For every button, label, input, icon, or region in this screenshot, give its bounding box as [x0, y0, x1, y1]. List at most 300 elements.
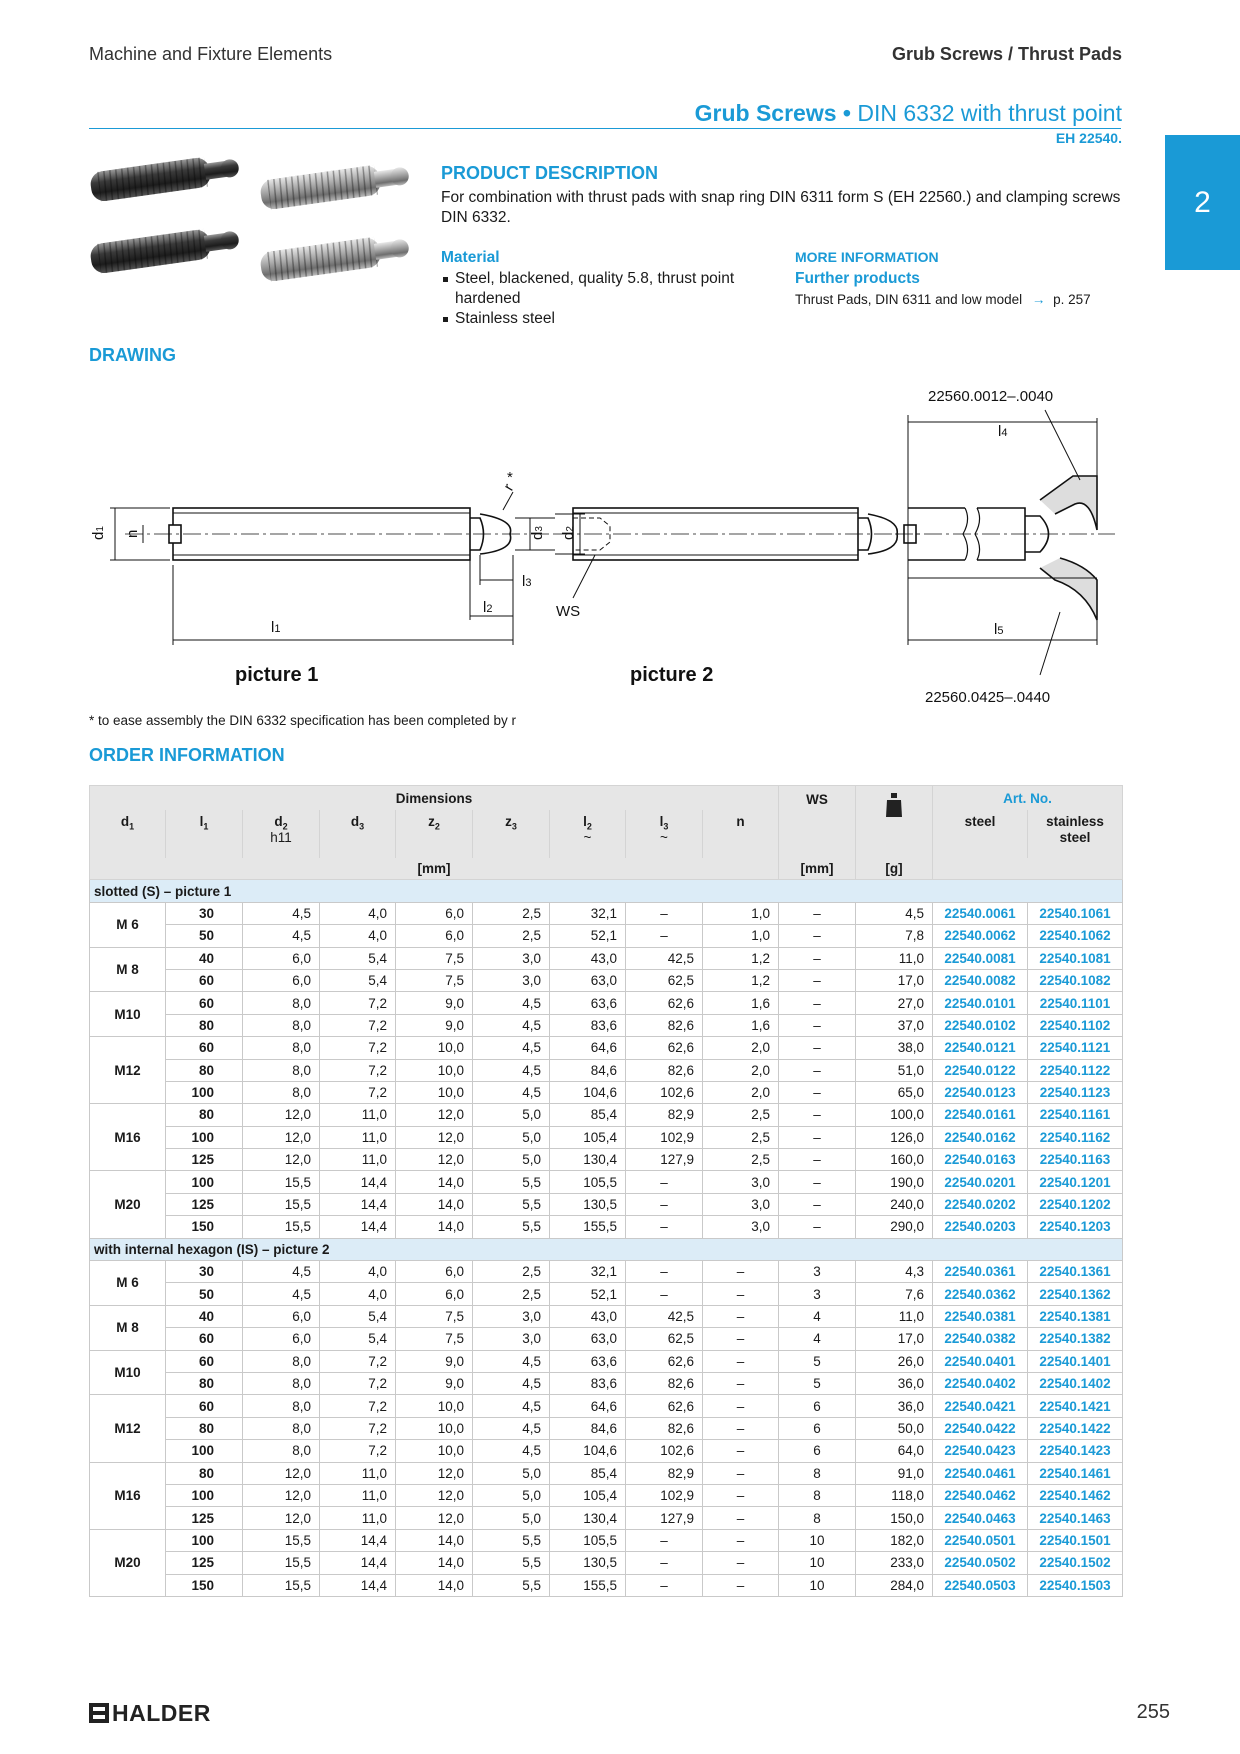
value-cell: 7,2 [320, 1081, 396, 1103]
value-cell: 2,5 [703, 1126, 779, 1148]
value-cell: 8,0 [243, 1440, 320, 1462]
value-cell: – [703, 1462, 779, 1484]
value-cell: 14,4 [320, 1529, 396, 1551]
value-cell: – [779, 1193, 856, 1215]
l1-cell: 80 [166, 1014, 243, 1036]
art-no-stainless[interactable]: 22540.1202 [1028, 1193, 1123, 1215]
value-cell: 6,0 [396, 925, 473, 947]
stainless-header: stainless steel [1028, 810, 1123, 858]
value-cell: – [626, 1552, 703, 1574]
value-cell: 2,5 [473, 902, 550, 924]
l1-cell: 80 [166, 1059, 243, 1081]
value-cell: 7,2 [320, 1440, 396, 1462]
value-cell: 7,2 [320, 1037, 396, 1059]
table-row [90, 1440, 1123, 1462]
value-cell: 8 [779, 1507, 856, 1529]
value-cell: 7,2 [320, 992, 396, 1014]
value-cell: – [703, 1574, 779, 1596]
value-cell: 10,0 [396, 1037, 473, 1059]
l1-cell: 100 [166, 1081, 243, 1103]
value-cell: 1,2 [703, 947, 779, 969]
art-no-stainless[interactable]: 22540.1361 [1028, 1261, 1123, 1283]
table-row [90, 902, 1123, 924]
value-cell: 5,0 [473, 1126, 550, 1148]
value-cell: 6,0 [396, 1283, 473, 1305]
art-no-steel[interactable]: 22540.0061 [933, 902, 1028, 924]
l1-cell: 80 [166, 1417, 243, 1439]
value-cell: 4,0 [320, 1283, 396, 1305]
table-row [90, 1081, 1123, 1103]
art-no-stainless[interactable]: 22540.1122 [1028, 1059, 1123, 1081]
value-cell: – [626, 1193, 703, 1215]
l1-cell: 150 [166, 1216, 243, 1238]
value-cell: 12,0 [243, 1149, 320, 1171]
value-cell: 82,6 [626, 1059, 703, 1081]
l1-cell: 60 [166, 1328, 243, 1350]
value-cell: 8,0 [243, 1417, 320, 1439]
value-cell: 12,0 [243, 1507, 320, 1529]
table-row [90, 1507, 1123, 1529]
dim-d2-label: d2 [560, 526, 577, 540]
dim-star-label: * [507, 469, 513, 486]
size-cell: M10 [90, 992, 166, 1037]
art-no-stainless[interactable]: 22540.1082 [1028, 969, 1123, 991]
size-cell: M16 [90, 1462, 166, 1529]
value-cell: 62,5 [626, 1328, 703, 1350]
value-cell: – [703, 1552, 779, 1574]
title-bold: Grub Screws • [694, 100, 851, 126]
value-cell: 5,4 [320, 969, 396, 991]
value-cell: 6,0 [396, 1261, 473, 1283]
drawing-footnote: * to ease assembly the DIN 6332 specification has been completed by r [89, 713, 516, 728]
value-cell: – [703, 1372, 779, 1394]
value-cell: 155,5 [550, 1574, 626, 1596]
art-no-steel[interactable]: 22540.0203 [933, 1216, 1028, 1238]
value-cell: 1,6 [703, 992, 779, 1014]
value-cell: – [626, 1261, 703, 1283]
column-header-main: z [505, 814, 512, 829]
table-row [90, 1126, 1123, 1148]
art-no-stainless[interactable]: 22540.1402 [1028, 1372, 1123, 1394]
art-no-steel[interactable]: 22540.0423 [933, 1440, 1028, 1462]
halder-logo [89, 1700, 211, 1727]
art-no-steel[interactable]: 22540.0421 [933, 1395, 1028, 1417]
value-cell: 130,4 [550, 1507, 626, 1529]
further-products-heading: Further products [795, 270, 920, 287]
art-no-stainless[interactable]: 22540.1401 [1028, 1350, 1123, 1372]
table-row [90, 1037, 1123, 1059]
steel-header: steel [933, 810, 1028, 858]
value-cell: 52,1 [550, 925, 626, 947]
value-cell: 7,2 [320, 1372, 396, 1394]
art-no-steel[interactable]: 22540.0161 [933, 1104, 1028, 1126]
value-cell: 63,0 [550, 1328, 626, 1350]
art-no-stainless[interactable]: 22540.1422 [1028, 1417, 1123, 1439]
value-cell: 102,9 [626, 1484, 703, 1506]
column-header-sub: 2 [586, 821, 592, 832]
art-no-steel[interactable]: 22540.0062 [933, 925, 1028, 947]
art-no-stainless[interactable]: 22540.1461 [1028, 1462, 1123, 1484]
value-cell: 4,5 [243, 925, 320, 947]
table-row [90, 1462, 1123, 1484]
art-no-stainless[interactable]: 22540.1101 [1028, 992, 1123, 1014]
column-header-main: d [350, 814, 360, 829]
table-row [90, 1328, 1123, 1350]
table-row [90, 1216, 1123, 1238]
value-cell: 5,5 [473, 1529, 550, 1551]
page-title [695, 100, 1122, 127]
art-no-stainless[interactable]: 22540.1081 [1028, 947, 1123, 969]
art-no-stainless[interactable]: 22540.1421 [1028, 1395, 1123, 1417]
dimensions-header: Dimensions [90, 786, 779, 811]
table-row [90, 1193, 1123, 1215]
value-cell: 82,6 [626, 1372, 703, 1394]
value-cell: 127,9 [626, 1507, 703, 1529]
value-cell: – [779, 1014, 856, 1036]
picture-1-caption: picture 1 [235, 664, 319, 686]
value-cell: 83,6 [550, 1372, 626, 1394]
art-no-stainless[interactable]: 22540.1102 [1028, 1014, 1123, 1036]
value-cell: 12,0 [396, 1126, 473, 1148]
value-cell: 12,0 [396, 1149, 473, 1171]
column-header [473, 810, 550, 858]
art-no-steel[interactable]: 22540.0122 [933, 1059, 1028, 1081]
value-cell: 62,6 [626, 1350, 703, 1372]
value-cell: 3,0 [703, 1193, 779, 1215]
column-header-sub: 3 [359, 821, 365, 832]
table-row [90, 1059, 1123, 1081]
value-cell: 105,4 [550, 1126, 626, 1148]
column-header-main: l [583, 814, 587, 829]
value-cell: 42,5 [626, 947, 703, 969]
value-cell: 12,0 [243, 1126, 320, 1148]
size-cell: M 8 [90, 1305, 166, 1350]
dim-d3-label: d3 [529, 526, 546, 540]
art-no-stainless[interactable]: 22540.1161 [1028, 1104, 1123, 1126]
art-no-stainless[interactable]: 22540.1121 [1028, 1037, 1123, 1059]
value-cell: 118,0 [856, 1484, 933, 1506]
value-cell: – [703, 1261, 779, 1283]
art-no-stainless[interactable]: 22540.1462 [1028, 1484, 1123, 1506]
value-cell: – [626, 1529, 703, 1551]
value-cell: – [703, 1529, 779, 1551]
value-cell: 3,0 [703, 1171, 779, 1193]
value-cell: – [626, 1216, 703, 1238]
art-no-steel[interactable]: 22540.0201 [933, 1171, 1028, 1193]
art-no-stainless[interactable]: 22540.1162 [1028, 1126, 1123, 1148]
l1-cell: 100 [166, 1440, 243, 1462]
title-rest: DIN 6332 with thrust point [850, 100, 1122, 126]
art-no-stainless[interactable]: 22540.1501 [1028, 1529, 1123, 1551]
value-cell: 6 [779, 1440, 856, 1462]
art-no-steel[interactable]: 22540.0202 [933, 1193, 1028, 1215]
value-cell: 8,0 [243, 1059, 320, 1081]
art-no-steel[interactable]: 22540.0082 [933, 969, 1028, 991]
value-cell: 12,0 [243, 1484, 320, 1506]
size-cell: M12 [90, 1037, 166, 1104]
column-header-sub: 2 [434, 821, 440, 832]
value-cell: 2,5 [473, 925, 550, 947]
table-row [90, 1417, 1123, 1439]
value-cell: 6,0 [243, 1305, 320, 1327]
value-cell: 14,4 [320, 1574, 396, 1596]
value-cell: 14,4 [320, 1171, 396, 1193]
size-cell: M12 [90, 1395, 166, 1462]
art-no-stainless[interactable]: 22540.1423 [1028, 1440, 1123, 1462]
table-row [90, 992, 1123, 1014]
value-cell: 190,0 [856, 1171, 933, 1193]
value-cell: 8,0 [243, 1037, 320, 1059]
table-row [90, 1372, 1123, 1394]
value-cell: 62,6 [626, 1037, 703, 1059]
column-header [243, 810, 320, 858]
value-cell: 1,6 [703, 1014, 779, 1036]
value-cell: 84,6 [550, 1417, 626, 1439]
value-cell: 3,0 [473, 969, 550, 991]
art-no-steel[interactable]: 22540.0461 [933, 1462, 1028, 1484]
value-cell: 9,0 [396, 1372, 473, 1394]
value-cell: 14,0 [396, 1552, 473, 1574]
value-cell: 12,0 [396, 1462, 473, 1484]
art-no-steel[interactable]: 22540.0163 [933, 1149, 1028, 1171]
value-cell: 14,4 [320, 1193, 396, 1215]
value-cell: – [703, 1350, 779, 1372]
table-row [90, 1305, 1123, 1327]
title-rule [89, 128, 1121, 129]
value-cell: 5,5 [473, 1574, 550, 1596]
table-row [90, 1395, 1123, 1417]
value-cell: – [779, 1081, 856, 1103]
art-no-steel[interactable]: 22540.0162 [933, 1126, 1028, 1148]
value-cell: 9,0 [396, 1014, 473, 1036]
value-cell: – [779, 992, 856, 1014]
further-products-link[interactable] [795, 292, 1091, 307]
value-cell: 5 [779, 1350, 856, 1372]
l1-cell: 30 [166, 1261, 243, 1283]
order-table-body [90, 880, 1123, 1597]
value-cell: 130,5 [550, 1193, 626, 1215]
value-cell: 4,5 [473, 992, 550, 1014]
value-cell: 2,0 [703, 1037, 779, 1059]
art-no-stainless[interactable]: 22540.1163 [1028, 1149, 1123, 1171]
value-cell: 10,0 [396, 1440, 473, 1462]
column-header [166, 810, 243, 858]
value-cell: 105,4 [550, 1484, 626, 1506]
value-cell: 4,5 [473, 1395, 550, 1417]
art-no-steel[interactable]: 22540.0102 [933, 1014, 1028, 1036]
value-cell: 7,5 [396, 1305, 473, 1327]
value-cell: 11,0 [320, 1507, 396, 1529]
value-cell: 27,0 [856, 992, 933, 1014]
art-no-stainless[interactable]: 22540.1463 [1028, 1507, 1123, 1529]
art-no-steel[interactable]: 22540.0121 [933, 1037, 1028, 1059]
product-description-text: For combination with thrust pads with snap ring DIN 6311 form S (EH 22560.) and clamping screws DIN 6332. [441, 189, 1121, 226]
art-no-steel[interactable]: 22540.0503 [933, 1574, 1028, 1596]
value-cell: 104,6 [550, 1081, 626, 1103]
assembly-bottom-label: 22560.0425–.0440 [925, 689, 1051, 706]
art-no-steel[interactable]: 22540.0362 [933, 1283, 1028, 1305]
value-cell: – [626, 1283, 703, 1305]
value-cell: – [703, 1440, 779, 1462]
column-header [90, 810, 166, 858]
value-cell: 4,5 [243, 902, 320, 924]
value-cell: 82,9 [626, 1104, 703, 1126]
value-cell: – [779, 902, 856, 924]
value-cell: 4,0 [320, 902, 396, 924]
art-no-stainless[interactable]: 22540.1382 [1028, 1328, 1123, 1350]
value-cell: 1,2 [703, 969, 779, 991]
value-cell: – [703, 1507, 779, 1529]
value-cell: 17,0 [856, 1328, 933, 1350]
value-cell: 43,0 [550, 947, 626, 969]
value-cell: 5,5 [473, 1552, 550, 1574]
l1-cell: 100 [166, 1484, 243, 1506]
art-no-stainless[interactable]: 22540.1502 [1028, 1552, 1123, 1574]
value-cell: 15,5 [243, 1216, 320, 1238]
value-cell: 155,5 [550, 1216, 626, 1238]
value-cell: 11,0 [320, 1484, 396, 1506]
value-cell: 7,2 [320, 1350, 396, 1372]
value-cell: 5,0 [473, 1507, 550, 1529]
value-cell: 12,0 [243, 1104, 320, 1126]
table-row [90, 1552, 1123, 1574]
value-cell: 4,0 [320, 925, 396, 947]
art-no-stainless[interactable]: 22540.1061 [1028, 902, 1123, 924]
art-no-steel[interactable]: 22540.0361 [933, 1261, 1028, 1283]
l1-cell: 80 [166, 1372, 243, 1394]
table-row [90, 1261, 1123, 1283]
value-cell: 10 [779, 1552, 856, 1574]
material-item: Stainless steel [441, 309, 771, 329]
value-cell: 7,2 [320, 1395, 396, 1417]
value-cell: 4,5 [243, 1283, 320, 1305]
art-no-steel[interactable]: 22540.0422 [933, 1417, 1028, 1439]
value-cell: 5,0 [473, 1484, 550, 1506]
l1-cell: 125 [166, 1149, 243, 1171]
column-header-sub: 1 [203, 821, 209, 832]
l1-cell: 30 [166, 902, 243, 924]
value-cell: 63,6 [550, 992, 626, 1014]
value-cell: 26,0 [856, 1350, 933, 1372]
value-cell: 43,0 [550, 1305, 626, 1327]
column-header-extra: ~ [583, 829, 592, 845]
value-cell: 4 [779, 1328, 856, 1350]
value-cell: 11,0 [320, 1104, 396, 1126]
art-no-stainless[interactable]: 22540.1201 [1028, 1171, 1123, 1193]
value-cell: 4,5 [473, 1014, 550, 1036]
art-no-steel[interactable]: 22540.0081 [933, 947, 1028, 969]
art-no-steel[interactable]: 22540.0463 [933, 1507, 1028, 1529]
value-cell: 6,0 [243, 969, 320, 991]
value-cell: 15,5 [243, 1193, 320, 1215]
value-cell: 3,0 [473, 947, 550, 969]
weight-icon [885, 792, 903, 818]
value-cell: 2,5 [473, 1261, 550, 1283]
size-cell: M 8 [90, 947, 166, 992]
art-no-stainless[interactable]: 22540.1062 [1028, 925, 1123, 947]
art-no-stainless[interactable]: 22540.1203 [1028, 1216, 1123, 1238]
value-cell: 6 [779, 1395, 856, 1417]
art-no-steel[interactable]: 22540.0382 [933, 1328, 1028, 1350]
l1-cell: 80 [166, 1104, 243, 1126]
value-cell: 62,5 [626, 969, 703, 991]
value-cell: 5,0 [473, 1104, 550, 1126]
value-cell: 233,0 [856, 1552, 933, 1574]
value-cell: 7,2 [320, 1417, 396, 1439]
value-cell: – [779, 1126, 856, 1148]
value-cell: 8,0 [243, 992, 320, 1014]
art-no-stainless[interactable]: 22540.1362 [1028, 1283, 1123, 1305]
chapter-tab[interactable]: 2 [1165, 135, 1240, 270]
dim-l4-label: l4 [998, 423, 1008, 440]
value-cell: 10,0 [396, 1395, 473, 1417]
value-cell: 5,5 [473, 1171, 550, 1193]
value-cell: 5,0 [473, 1149, 550, 1171]
art-no-steel[interactable]: 22540.0462 [933, 1484, 1028, 1506]
art-no-steel[interactable]: 22540.0502 [933, 1552, 1028, 1574]
screw-picture-1 [110, 492, 585, 645]
value-cell: 7,2 [320, 1059, 396, 1081]
art-no-steel[interactable]: 22540.0401 [933, 1350, 1028, 1372]
material-list [441, 269, 771, 329]
art-no-stainless[interactable]: 22540.1503 [1028, 1574, 1123, 1596]
value-cell: 32,1 [550, 1261, 626, 1283]
art-no-steel[interactable]: 22540.0402 [933, 1372, 1028, 1394]
value-cell: – [703, 1328, 779, 1350]
l1-cell: 60 [166, 1350, 243, 1372]
value-cell: 82,9 [626, 1462, 703, 1484]
size-cell: M20 [90, 1529, 166, 1596]
value-cell: 1,0 [703, 925, 779, 947]
art-no-header: Art. No. [933, 786, 1123, 811]
value-cell: 14,4 [320, 1216, 396, 1238]
value-cell: 6,0 [243, 947, 320, 969]
column-header-main: l [199, 814, 204, 829]
value-cell: – [779, 1149, 856, 1171]
art-no-stainless[interactable]: 22540.1381 [1028, 1305, 1123, 1327]
art-no-steel[interactable]: 22540.0381 [933, 1305, 1028, 1327]
art-no-steel[interactable]: 22540.0123 [933, 1081, 1028, 1103]
value-cell: 7,2 [320, 1014, 396, 1036]
art-no-steel[interactable]: 22540.0101 [933, 992, 1028, 1014]
value-cell: 62,6 [626, 1395, 703, 1417]
picture-2-caption: picture 2 [630, 664, 714, 686]
l1-cell: 100 [166, 1126, 243, 1148]
art-no-steel[interactable]: 22540.0501 [933, 1529, 1028, 1551]
value-cell: 6,0 [396, 902, 473, 924]
page-number: 255 [1136, 1701, 1170, 1723]
value-cell: 15,5 [243, 1529, 320, 1551]
column-header-main: n [736, 814, 745, 829]
value-cell: 5,4 [320, 1328, 396, 1350]
value-cell: 4,0 [320, 1261, 396, 1283]
chapter-header: Grub Screws / Thrust Pads [891, 44, 1122, 64]
table-row [90, 1283, 1123, 1305]
order-table [89, 785, 1123, 1597]
value-cell: 84,6 [550, 1059, 626, 1081]
value-cell: 8,0 [243, 1372, 320, 1394]
size-cell: M20 [90, 1171, 166, 1238]
column-header-sub: 3 [511, 821, 517, 832]
logo-mark-icon [89, 1703, 109, 1723]
art-no-stainless[interactable]: 22540.1123 [1028, 1081, 1123, 1103]
value-cell: 240,0 [856, 1193, 933, 1215]
value-cell: 14,0 [396, 1216, 473, 1238]
value-cell: – [779, 1216, 856, 1238]
value-cell: 2,5 [703, 1149, 779, 1171]
more-info-heading: MORE INFORMATION [795, 249, 939, 265]
value-cell: 102,6 [626, 1440, 703, 1462]
